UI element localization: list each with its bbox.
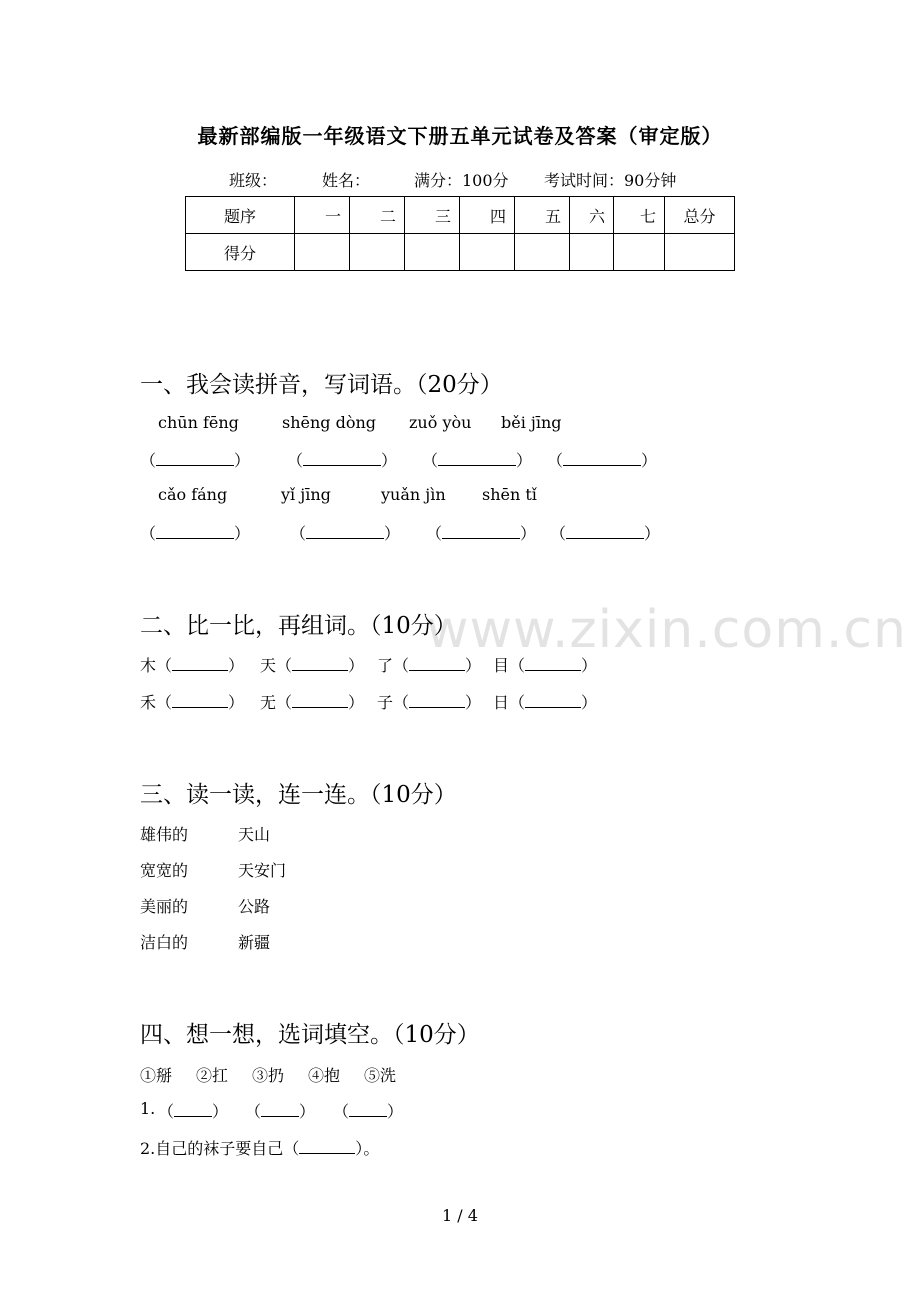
header-cell: 三	[405, 197, 460, 234]
answer-blank[interactable]: （ ）	[550, 524, 661, 543]
pinyin-item: běi jīng	[501, 413, 562, 432]
compare-char: 目	[493, 656, 510, 675]
full-score-label: 满分：100分	[414, 171, 509, 190]
answer-blank[interactable]: （ ）	[140, 524, 251, 543]
word-option: ①掰	[140, 1066, 173, 1085]
answer-blank[interactable]: （ ）	[287, 451, 398, 470]
section-1-heading: 一、我会读拼音，写词语。（20分）	[140, 372, 503, 398]
compare-item[interactable]: 天（ ）	[260, 656, 365, 675]
match-right-item[interactable]: 天安门	[238, 861, 287, 880]
match-right-item[interactable]: 新疆	[238, 933, 271, 952]
answer-blank[interactable]: （ ）	[547, 451, 658, 470]
word-option: ②扛	[196, 1066, 229, 1085]
answer-blank[interactable]: （ ）	[426, 524, 537, 543]
header-cell: 四	[460, 197, 515, 234]
compare-item[interactable]: 了（ ）	[377, 656, 482, 675]
header-cell: 一	[295, 197, 350, 234]
answer-blank[interactable]: （ ）	[283, 1139, 364, 1158]
compare-item[interactable]: 木（ ）	[140, 656, 245, 675]
word-option: ④抱	[308, 1066, 341, 1085]
compare-item[interactable]: 目（ ）	[493, 656, 598, 675]
pinyin-item: zuǒ yòu	[409, 413, 472, 432]
compare-char: 了	[377, 656, 394, 675]
score-cell[interactable]	[614, 234, 665, 271]
score-cell[interactable]	[295, 234, 350, 271]
word-option: ③扔	[252, 1066, 285, 1085]
pinyin-item: yǐ jīng	[281, 485, 331, 504]
answer-blank[interactable]: （ ）	[140, 451, 251, 470]
section-3-heading: 三、读一读，连一连。（10分）	[140, 782, 457, 808]
page-number: 1 / 4	[442, 1206, 478, 1225]
answer-blank[interactable]: （ ）	[422, 451, 533, 470]
section-2-heading: 二、比一比，再组词。（10分）	[140, 613, 457, 639]
header-cell: 题序	[186, 197, 295, 234]
compare-char: 天	[260, 656, 277, 675]
match-left-item[interactable]: 美丽的	[140, 897, 189, 916]
name-label: 姓名：	[322, 171, 371, 190]
match-left-item[interactable]: 洁白的	[140, 933, 189, 952]
score-table-score-row	[186, 234, 735, 271]
header-cell: 七	[614, 197, 665, 234]
compare-item[interactable]: 日（ ）	[493, 693, 598, 712]
score-cell[interactable]	[570, 234, 614, 271]
word-option: ⑤洗	[364, 1066, 397, 1085]
question-2	[140, 1136, 379, 1159]
watermark: www.zixin.com.cn	[426, 600, 907, 660]
header-cell: 六	[570, 197, 614, 234]
answer-blank[interactable]: （ ）	[290, 524, 401, 543]
question-1-number: 1.	[140, 1099, 156, 1118]
header-cell: 五	[515, 197, 570, 234]
compare-char: 木	[140, 656, 157, 675]
compare-char: 日	[493, 693, 510, 712]
class-label: 班级：	[229, 171, 278, 190]
row-label: 得分	[186, 234, 295, 271]
match-right-item[interactable]: 公路	[238, 897, 271, 916]
score-cell[interactable]	[460, 234, 515, 271]
score-table	[185, 196, 735, 271]
score-cell[interactable]	[405, 234, 460, 271]
header-cell: 总分	[665, 197, 735, 234]
match-left-item[interactable]: 宽宽的	[140, 861, 189, 880]
question-2-text: 2.自己的袜子要自己	[140, 1139, 284, 1158]
answer-blank[interactable]: （ ）	[158, 1102, 229, 1121]
score-table-header-row	[186, 197, 735, 234]
compare-item[interactable]: 子（ ）	[377, 693, 482, 712]
score-cell[interactable]	[515, 234, 570, 271]
match-right-item[interactable]: 天山	[238, 825, 271, 844]
header-cell: 二	[350, 197, 405, 234]
pinyin-item: yuǎn jìn	[381, 485, 446, 504]
pinyin-item: chūn fēng	[158, 413, 239, 432]
compare-char: 禾	[140, 693, 157, 712]
compare-item[interactable]: 禾（ ）	[140, 693, 245, 712]
question-2-end: 。	[363, 1139, 380, 1158]
compare-char: 无	[260, 693, 277, 712]
exam-time-label: 考试时间：90分钟	[544, 171, 677, 190]
match-left-item[interactable]: 雄伟的	[140, 825, 189, 844]
compare-char: 子	[377, 693, 394, 712]
answer-blank[interactable]: （ ）	[333, 1102, 404, 1121]
compare-item[interactable]: 无（ ）	[260, 693, 365, 712]
pinyin-item: shēng dòng	[282, 413, 377, 432]
score-cell[interactable]	[665, 234, 735, 271]
answer-blank[interactable]: （ ）	[245, 1102, 316, 1121]
score-cell[interactable]	[350, 234, 405, 271]
pinyin-item: cǎo fáng	[158, 485, 228, 504]
pinyin-item: shēn tǐ	[482, 485, 537, 504]
section-4-heading: 四、想一想，选词填空。（10分）	[140, 1022, 480, 1048]
document-title: 最新部编版一年级语文下册五单元试卷及答案（审定版）	[197, 124, 723, 148]
